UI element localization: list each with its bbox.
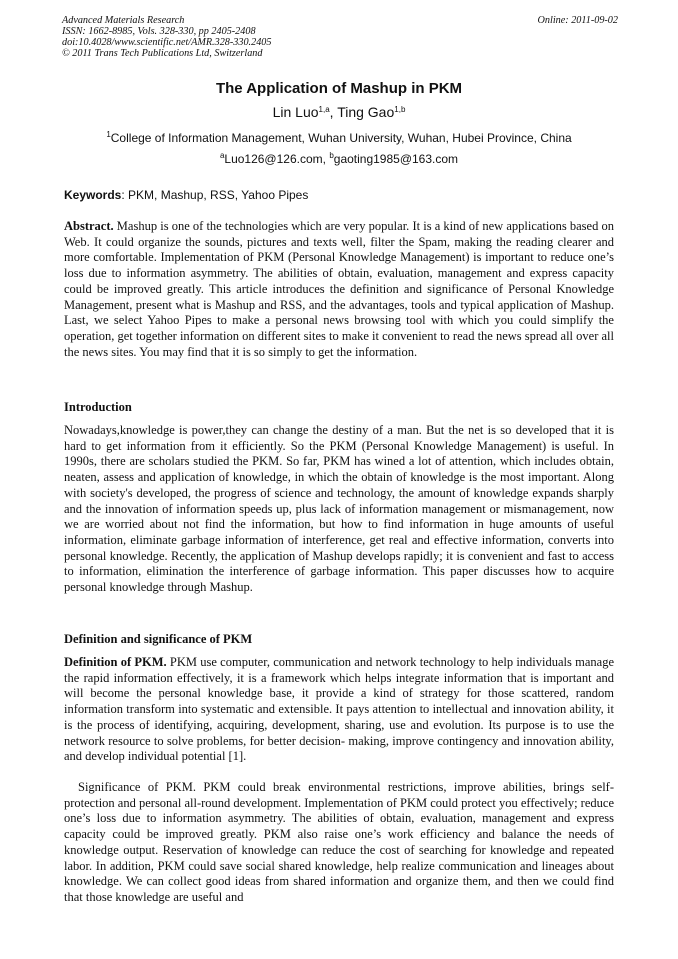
affiliation-superscript: 1 <box>106 130 111 139</box>
journal-doi[interactable]: doi:10.4028/www.scientific.net/AMR.328-330.2405 <box>62 37 272 48</box>
paper-title: The Application of Mashup in PKM <box>215 80 463 97</box>
introduction-paragraph: Nowadays,knowledge is power,they can change the destiny of a man. But the net is so developed that it is hard to get information from it efficiently. So the PKM (Personal Knowledge Management) is useful. In 1990s, there are scholars studied the PKM. So far, PKM has wined a lot of attention, which includes obtain, neaten, assess and application of knowledge, in which the obtain of knowledge is the most important. Along with society's developed, the progress of science and technology, the amount of knowledge expands sharply and the innovation of information speeds up, plus lack of information management or mismanagement, now we are worried about not find the information, but how to find information in huge amounts of useful information, eliminate garbage information of interference, get real and effective information, converts into personal knowledge. Recently, the application of Mashup develops rapidly; it is convenient and fast to access to information, elimination the interference of garbage information. This paper discusses how to acquire personal knowledge through Mashup. <box>64 423 614 595</box>
author-line <box>0 103 678 121</box>
keywords <box>64 188 614 203</box>
author-superscript: 1,b <box>394 105 406 114</box>
keywords-text: : PKM, Mashup, RSS, Yahoo Pipes <box>121 188 309 202</box>
author-name: Lin Luo <box>272 104 319 120</box>
section-heading: Introduction <box>64 400 132 414</box>
abstract <box>64 219 614 360</box>
email-link[interactable]: Luo126@126.com, <box>224 152 330 166</box>
affiliation-text: College of Information Management, Wuhan University, Wuhan, Hubei Province, China <box>110 131 572 145</box>
keywords-label: Keywords <box>64 188 122 202</box>
journal-copyright: © 2011 Trans Tech Publications Ltd, Switzerland <box>62 48 263 59</box>
definition-label: Definition of PKM. <box>64 655 167 669</box>
affiliation <box>0 130 678 146</box>
author-emails <box>0 151 678 167</box>
email-superscript: a <box>219 151 225 160</box>
abstract-text: Mashup is one of the technologies which are very popular. It is a kind of new applications based on Web. It could organize the sounds, pictures and texts well, filter the Spam, making the reading clearer and more comfortable. Implementation of PKM (Personal Knowledge Management) is important to reduce one’s loss due to information asymmetry. The abilities of obtain, evaluation, management and express capacity could be improved greatly. This article introduces the definition and significance of Personal Knowledge Management, present what is Mashup and RSS, and the advantages, tools and typical application of Mashup. Last, we select Yahoo Pipes to make a personal news browsing tool with which you could simplify the operation, get together information on different sites to make it convenient to read the news spread all over all the news sites. You may find that it is so simply to get the information. <box>64 219 614 359</box>
definition-paragraph <box>64 655 614 765</box>
abstract-label: Abstract. <box>64 219 114 233</box>
email-superscript: b <box>329 151 334 160</box>
author-superscript: 1,a <box>318 105 330 114</box>
journal-header <box>62 15 618 59</box>
section-heading: Definition and significance of PKM <box>64 632 253 646</box>
significance-paragraph: Significance of PKM. PKM could break environmental restrictions, improve abilities, brings self-protection and personal all-round development. Implementation of PKM could protect you effectively; reduce one’s loss due to information asymmetry. The abilities of obtain, evaluation, management and express capacity could be improved greatly. PKM also raise one’s work efficiency and balance the needs of knowledge output. Reservation of knowledge can reduce the cost of searching for knowledge and repeated labor. In addition, PKM could save social shared knowledge, help realize communication and lineages about knowledge. We can collect good ideas from shared information and organize them, and then we could find that those knowledge are useful and <box>64 780 614 904</box>
email-link[interactable]: gaoting1985@163.com <box>333 152 459 166</box>
author-name: Ting Gao <box>337 104 395 120</box>
online-date: Online: 2011-09-02 <box>537 15 618 26</box>
author-separator: , <box>329 104 338 120</box>
journal-name: Advanced Materials Research <box>62 15 185 26</box>
definition-text: PKM use computer, communication and network technology to help individuals manage the rapid information effectively, it is a framework which helps integrate information that is important and will become the personal knowledge base, it provide a kind of strategy for those scattered, random information transform into systematic and extensible. It pays attention to intellectual and innovation ability, it is the process of identifying, acquiring, development, sharing, use and evolution. Its purpose is to use the network resource to solve problems, for better decision- making, improve contingency and innovation ability, and develop individual potential [1]. <box>64 655 614 764</box>
journal-issn: ISSN: 1662-8985, Vols. 328-330, pp 2405-2408 <box>62 26 256 37</box>
